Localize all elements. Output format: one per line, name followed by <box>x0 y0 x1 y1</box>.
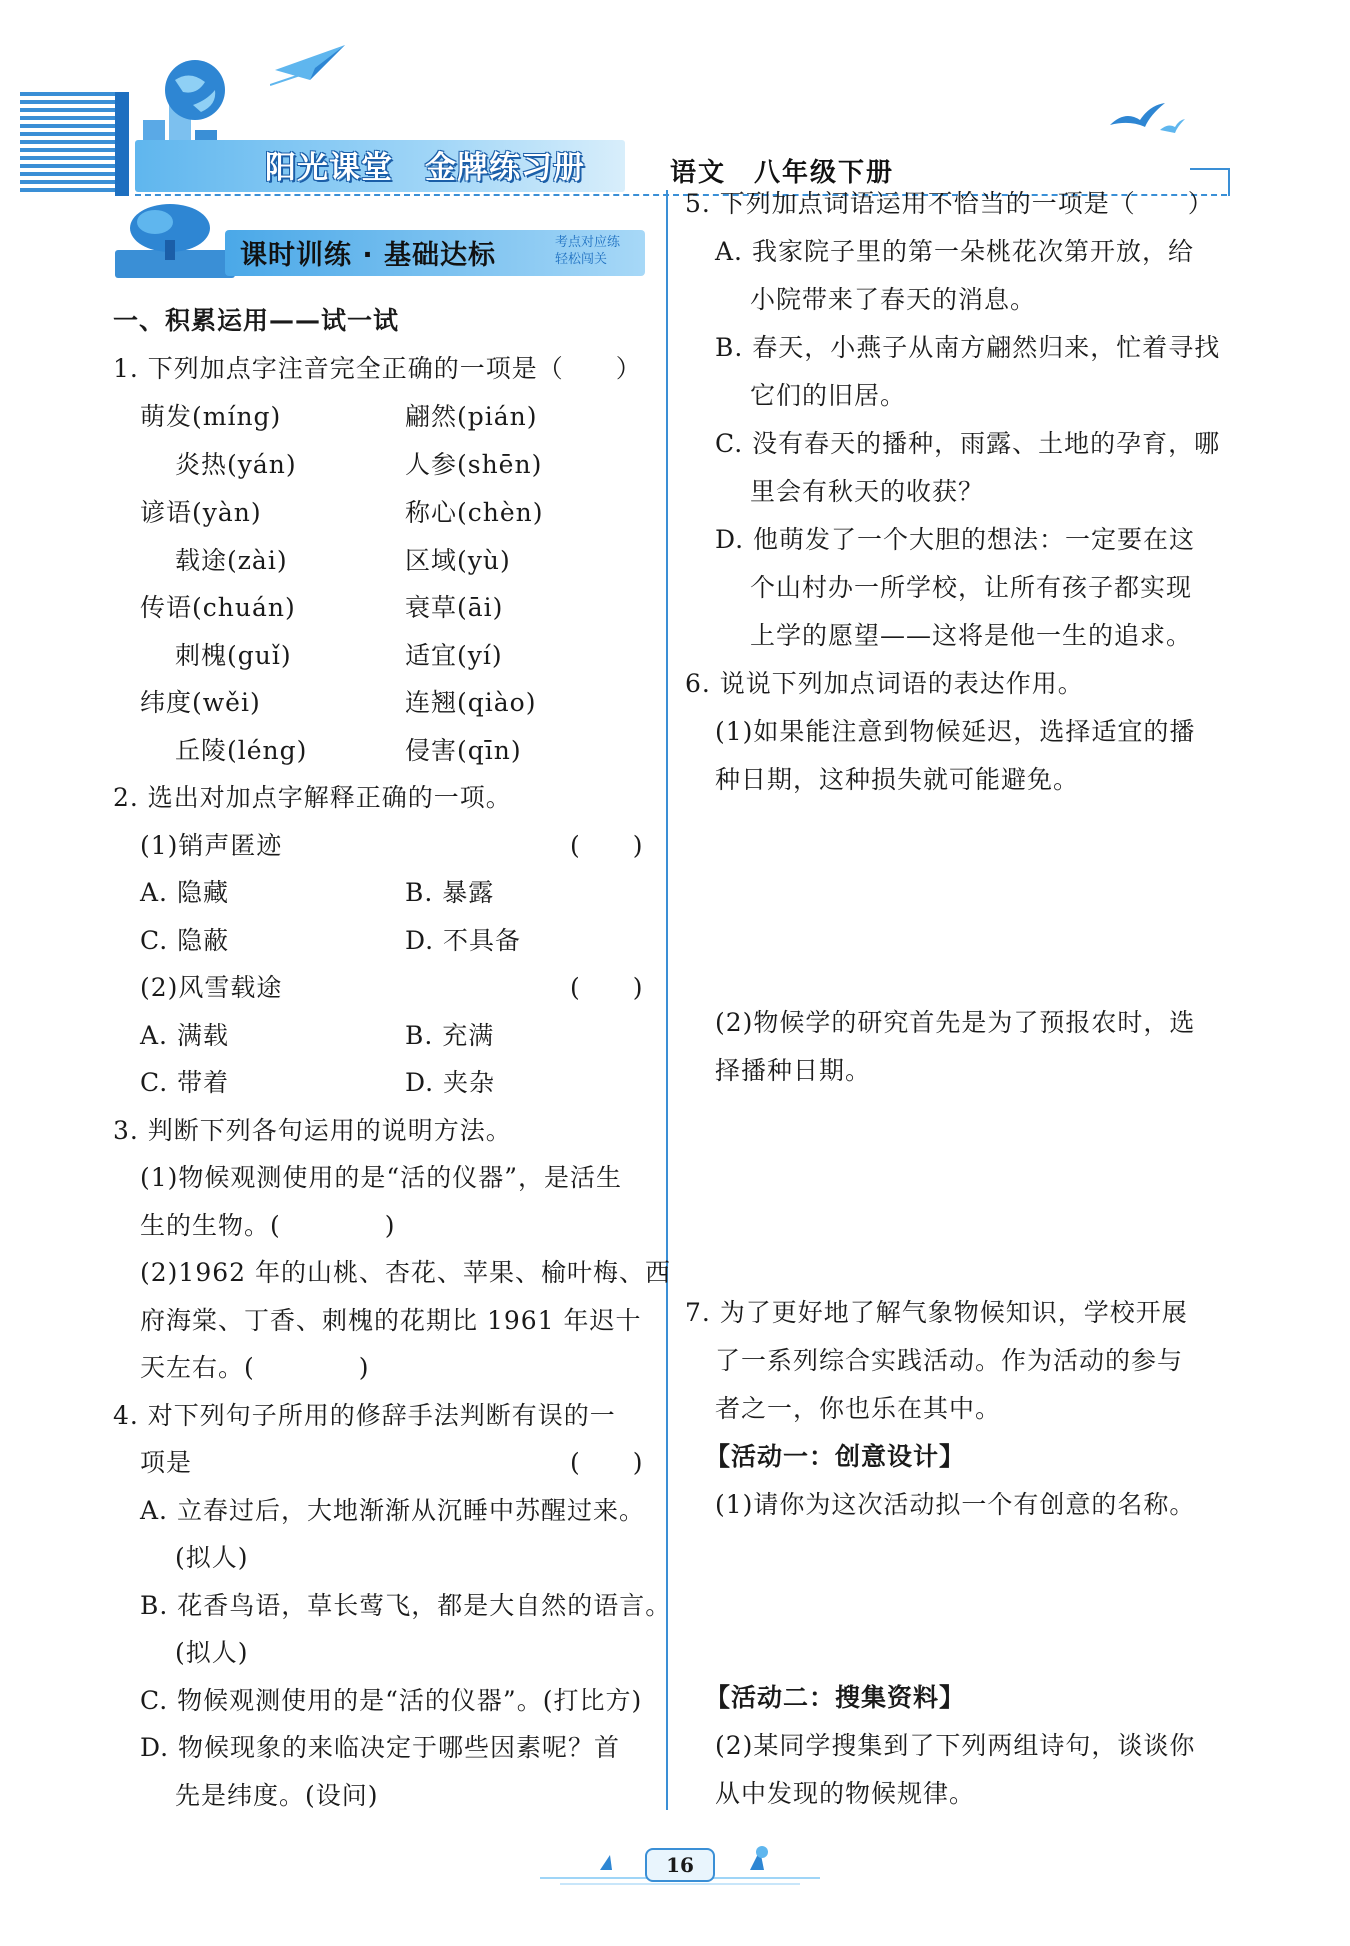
header-stripes <box>20 92 125 196</box>
q5-option-a1: A. 我家院子里的第一朵桃花次第开放，给 <box>715 237 1194 266</box>
q1-option-c4: 适宜(yí) <box>405 641 503 670</box>
header-bar <box>115 92 129 196</box>
activity-1-question: (1)请你为这次活动拟一个有创意的名称。 <box>715 1490 1196 1519</box>
q5-option-c1: C. 没有春天的播种，雨露、土地的孕育，哪 <box>715 429 1221 458</box>
q1-option-d4: 侵害(qīn) <box>405 736 522 765</box>
q5-option-d2: 个山村办一所学校，让所有孩子都实现 <box>750 573 1193 602</box>
q7-line-1: 7. 为了更好地了解气象物候知识，学校开展 <box>685 1298 1188 1327</box>
page-header <box>0 40 1350 188</box>
q5-option-d1: D. 他萌发了一个大胆的想法：一定要在这 <box>715 525 1196 554</box>
q1-option-d3: 丘陵(léng) <box>175 736 308 765</box>
q1-option-a3: 炎热(yán) <box>175 450 297 479</box>
q6-part2-line2: 择播种日期。 <box>715 1056 872 1085</box>
q5-stem: 5. 下列加点词语运用不恰当的一项是（ ） <box>685 189 1214 218</box>
q4-option-d: D. 物候现象的来临决定于哪些因素呢？首 <box>140 1733 621 1762</box>
q2-sub2-c: C. 带着 <box>140 1068 230 1097</box>
q5-option-d3: 上学的愿望——这将是他一生的追求。 <box>750 621 1193 650</box>
q2-sub1-c: C. 隐蔽 <box>140 926 230 955</box>
q3-line-4: 府海棠、丁香、刺槐的花期比 1961 年迟十 <box>140 1306 642 1335</box>
q2-sub1: (1)销声匿迹 <box>140 831 283 860</box>
section-note-1: 考点对应练 <box>555 235 621 250</box>
q7-line-2: 了一系列综合实践活动。作为活动的参与 <box>715 1346 1184 1375</box>
activity-1-title: 【活动一：创意设计】 <box>705 1442 966 1471</box>
q2-sub2-b: B. 充满 <box>405 1021 495 1050</box>
q2-sub2-d: D. 夹杂 <box>405 1068 496 1097</box>
q6-part1-line1: (1)如果能注意到物候延迟，选择适宜的播 <box>715 717 1196 746</box>
section-note <box>555 234 620 268</box>
q1-option-a2: 翩然(pián) <box>405 402 538 431</box>
subject-grade: 语文 八年级下册 <box>670 158 895 188</box>
q1-option-c3: 刺槐(guǐ) <box>175 641 292 670</box>
activity-2-question-1: (2)某同学搜集到了下列两组诗句，谈谈你 <box>715 1731 1196 1760</box>
q6-part2-line1: (2)物候学的研究首先是为了预报农时，选 <box>715 1008 1196 1037</box>
q1-option-d2: 连翘(qiào) <box>405 688 537 717</box>
q2-sub1-a: A. 隐藏 <box>140 878 229 907</box>
column-divider <box>666 190 668 1810</box>
section-note-2: 轻松闯关 <box>555 252 608 267</box>
q4-option-c: C. 物候观测使用的是“活的仪器”。(打比方) <box>140 1686 643 1715</box>
q1-option-b2: 称心(chèn) <box>405 498 544 527</box>
q1-option-c1: 传语(chuán) <box>140 593 296 622</box>
q4-option-a-note: (拟人) <box>175 1543 249 1572</box>
q2-sub2-answer: ( ) <box>570 973 644 1002</box>
q2-sub1-d: D. 不具备 <box>405 926 522 955</box>
q1-option-c2: 衰草(āi) <box>405 593 504 622</box>
q5-option-b2: 它们的旧居。 <box>750 381 907 410</box>
q4-line-1: 4. 对下列句子所用的修辞手法判断有误的一 <box>113 1401 616 1430</box>
q4-option-a: A. 立春过后，大地渐渐从沉睡中苏醒过来。 <box>140 1496 645 1525</box>
q4-answer: ( ) <box>570 1448 644 1477</box>
q2-sub2: (2)风雪载途 <box>140 973 283 1002</box>
brand-title: 阳光课堂 金牌练习册 <box>265 150 585 186</box>
q1-option-a4: 人参(shēn) <box>405 450 543 479</box>
q4-option-b-note: (拟人) <box>175 1638 249 1667</box>
q2-sub1-b: B. 暴露 <box>405 878 495 907</box>
page-number: 16 <box>645 1848 715 1882</box>
q1-option-b3: 载途(zài) <box>175 546 288 575</box>
q1-stem: 1. 下列加点字注音完全正确的一项是（ ） <box>113 354 642 383</box>
q6-stem: 6. 说说下列加点词语的表达作用。 <box>685 669 1084 698</box>
section-banner <box>115 200 645 280</box>
q5-option-a2: 小院带来了春天的消息。 <box>750 285 1037 314</box>
q3-line-3: (2)1962 年的山桃、杏花、苹果、榆叶梅、西 <box>140 1258 671 1287</box>
page-footer <box>540 1840 820 1890</box>
birds-icon <box>1105 95 1185 140</box>
q5-option-c2: 里会有秋天的收获？ <box>750 477 985 506</box>
q2-sub1-answer: ( ) <box>570 831 644 860</box>
q3-stem: 3. 判断下列各句运用的说明方法。 <box>113 1116 512 1145</box>
tree-icon <box>115 200 235 280</box>
q5-option-b1: B. 春天，小燕子从南方翩然归来，忙着寻找 <box>715 333 1221 362</box>
q3-line-1: (1)物候观测使用的是“活的仪器”，是活生 <box>140 1163 622 1192</box>
q2-stem: 2. 选出对加点字解释正确的一项。 <box>113 783 512 812</box>
activity-2-question-2: 从中发现的物候规律。 <box>715 1779 976 1808</box>
q4-option-d-cont: 先是纬度。(设问) <box>175 1781 379 1810</box>
q6-part1-line2: 种日期，这种损失就可能避免。 <box>715 765 1080 794</box>
q1-option-b4: 区域(yù) <box>405 546 511 575</box>
q2-sub2-a: A. 满载 <box>140 1021 229 1050</box>
q1-option-b1: 谚语(yàn) <box>140 498 262 527</box>
activity-2-title: 【活动二：搜集资料】 <box>705 1683 966 1712</box>
q4-option-b: B. 花香鸟语，草长莺飞，都是大自然的语言。 <box>140 1591 672 1620</box>
q3-line-2: 生的生物。( ) <box>140 1211 396 1240</box>
section-title: 课时训练 · 基础达标 <box>240 240 497 271</box>
paper-plane-icon <box>270 40 350 90</box>
q1-option-a1: 萌发(míng) <box>140 402 282 431</box>
q7-line-3: 者之一，你也乐在其中。 <box>715 1394 1002 1423</box>
part-title: 一、积累运用——试一试 <box>113 306 400 335</box>
q3-line-5: 天左右。( ) <box>140 1353 370 1382</box>
q1-option-d1: 纬度(wěi) <box>140 688 261 717</box>
q4-line-2: 项是 <box>140 1448 193 1477</box>
